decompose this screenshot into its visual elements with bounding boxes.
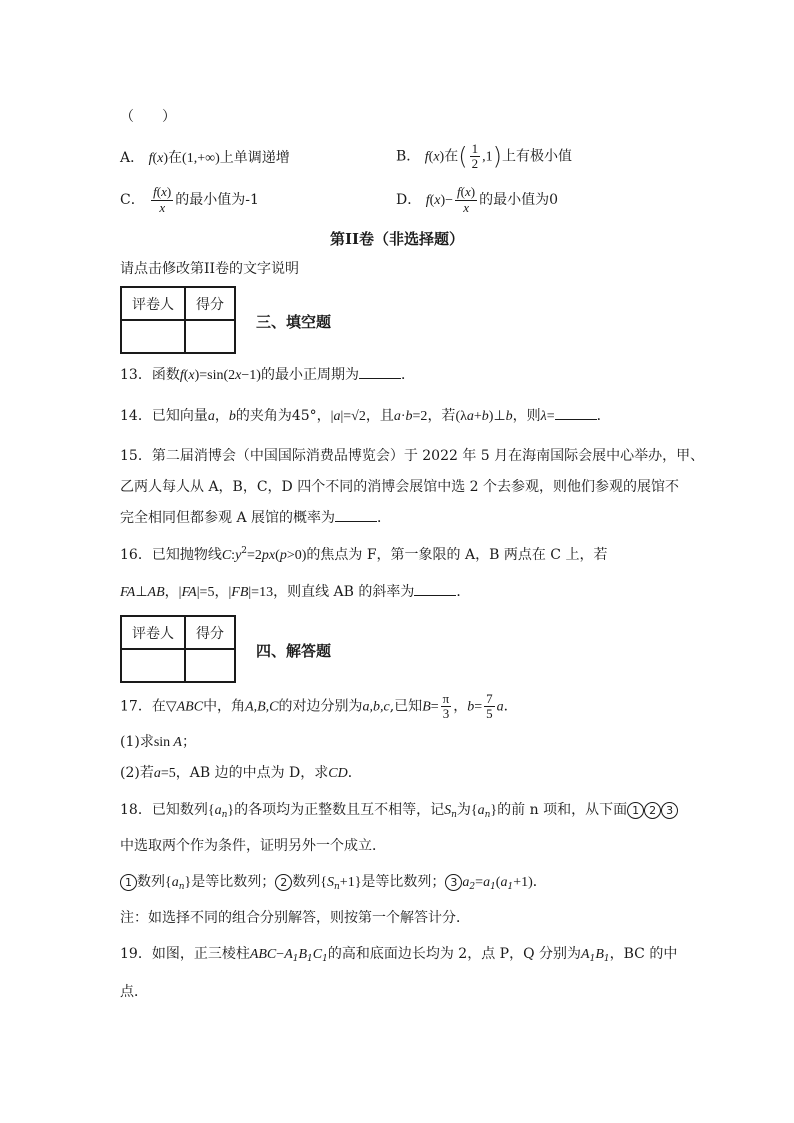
option-b-text: 上有极小值 (501, 148, 572, 165)
question-18-conditions: 1 数列$\{a_n\}$是等比数列； 2 数列$\{S_n+1\}$是等比数列； 3 $a_2=a_1(a_1+1)$． (120, 872, 547, 897)
q12-option-a[interactable]: A． f(x)在(1,+∞)上单调递增 (120, 150, 290, 166)
grader-cell[interactable] (121, 320, 185, 353)
section4-title: 四、解答题 (256, 642, 332, 660)
option-b-label: B． (396, 148, 421, 165)
q12-option-c[interactable]: C． $\frac{f(x)}{x}$ 的最小值为-1 (120, 184, 259, 215)
q12-option-d[interactable]: D． f(x)− $\frac{f(x)}{x}$ 的最小值为0 (396, 184, 559, 215)
question-18-line1: 18．已知数列$\{a_n\}$的各项均为正整数且互不相等，记$S_n$为$\{a_n\}$的前 n 项和，从下面 1 2 3 (120, 800, 678, 825)
answer-blank-14[interactable] (555, 407, 597, 420)
q12-tail: （ ） (120, 109, 176, 125)
question-15-line1: 15．第二届消博会（中国国际消费品博览会）于 2022 年 5 月在海南国际会展中心举办，甲、 (120, 448, 705, 464)
question-17-part1: (1)求sin A； (120, 734, 196, 750)
option-a-label: A． (120, 150, 145, 166)
question-17: 17．在▽ABC中，角A,B,C的对边分别为a,b,c,已知B= $\frac{\pi}{3}$ ，b= $\frac{7}{5}$ a． (120, 691, 518, 721)
score-header: 得分 (185, 287, 235, 320)
option-a-text: 上单调递增 (219, 150, 290, 166)
option-a-math: f (148, 151, 153, 166)
circle-2-icon: 2 (644, 802, 661, 819)
score-header-2: 得分 (185, 616, 235, 649)
question-16-line1: 16．已知抛物线$C:y^2=2px(p>0)$的焦点为 F，第一象限的 A，B 两点在 C 上，若 (120, 546, 608, 563)
grader-cell-2[interactable] (121, 649, 185, 682)
question-19-line2: 点． (120, 984, 148, 1000)
question-13: 13．函数f(x)=sin(2x−1)的最小正周期为 ． (120, 367, 415, 383)
score-cell[interactable] (185, 320, 235, 353)
question-17-part2: (2)若a=5，AB 边的中点为 D，求CD． (120, 765, 362, 781)
grader-header: 评卷人 (121, 287, 185, 320)
option-d-text: 的最小值为0 (479, 192, 559, 208)
question-14: 14．已知向量a，b的夹角为45°，|a|=√2，且a·b=2，若(λa+b)⊥b，则λ= ． (120, 408, 611, 424)
circle-3-icon: 3 (661, 802, 678, 819)
circle-3-icon: 3 (445, 874, 462, 891)
part2-title: 第II卷（非选择题） (329, 230, 465, 248)
circle-2-icon: 2 (275, 874, 292, 891)
circle-1-icon: 1 (627, 802, 644, 819)
question-19-line1: 19．如图，正三棱柱$ABC-A_1B_1C_1$的高和底面边长均为 2，点 P，Q 分别为$A_1B_1$，BC 的中 (120, 946, 678, 964)
answer-blank-16[interactable] (414, 583, 456, 596)
question-15-line3: 完全相同但都参观 A 展馆的概率为 ． (120, 510, 392, 526)
question-15-line2: 乙两人每人从 A，B，C，D 四个不同的消博会展馆中选 2 个去参观，则他们参观的展馆不 (120, 479, 680, 495)
option-d-label: D． (396, 192, 422, 208)
answer-blank-15[interactable] (335, 509, 377, 522)
q12-option-b[interactable]: B． f(x)在( $\frac{1}{2}$ ,1)上有极小值 (396, 141, 572, 171)
part2-note: 请点击修改第II卷的文字说明 (120, 261, 300, 277)
option-c-text: 的最小值为-1 (175, 192, 259, 208)
score-table-2 (120, 615, 236, 683)
score-cell-2[interactable] (185, 649, 235, 682)
question-18-note: 注：如选择不同的组合分别解答，则按第一个解答计分． (120, 910, 470, 926)
score-table-1 (120, 286, 236, 354)
grader-header-2: 评卷人 (121, 616, 185, 649)
question-18-line2: 中选取两个作为条件，证明另外一个成立． (120, 838, 386, 854)
option-c-label: C． (120, 192, 145, 208)
circle-1-icon: 1 (120, 874, 137, 891)
question-16-line2: FA⊥AB，|FA|=5，|FB|=13，则直线 AB 的斜率为 ． (120, 584, 471, 600)
answer-blank-13[interactable] (359, 366, 401, 379)
section3-title: 三、填空题 (256, 313, 332, 331)
